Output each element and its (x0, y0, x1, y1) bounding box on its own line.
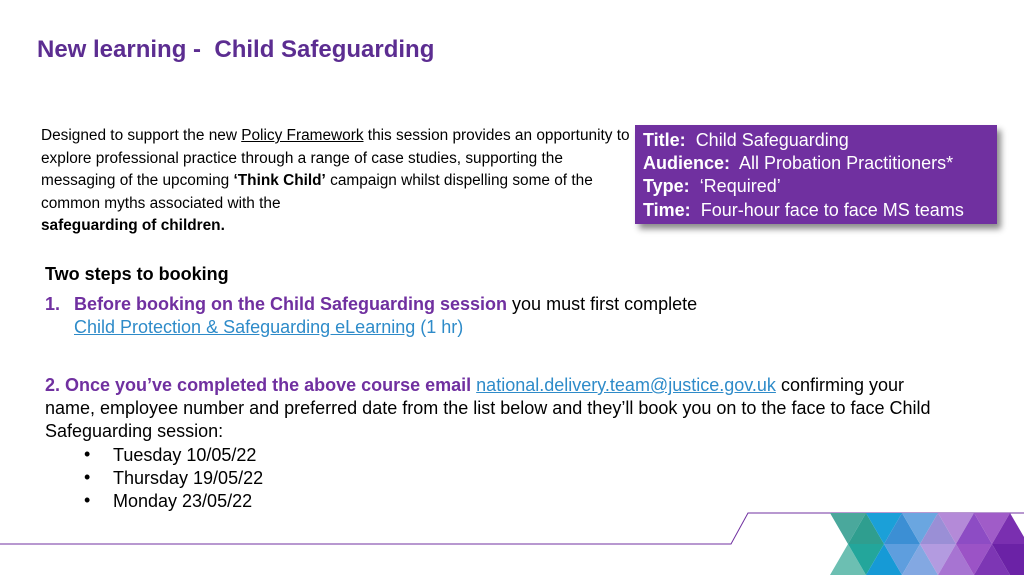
info-title-label: Title: (643, 130, 686, 150)
info-type-label: Type: (643, 176, 690, 197)
step-1 (45, 293, 945, 339)
info-audience-row (643, 152, 997, 175)
think-child-campaign: ‘Think Child’ (233, 172, 326, 189)
info-audience-label: Audience: (643, 153, 731, 174)
info-time-value: Four-hour face to face MS teams (700, 199, 964, 220)
elearning-duration: (1 hr) (415, 317, 464, 337)
step-1-number: 1. (45, 294, 61, 314)
info-type-value: ‘Required’ (699, 176, 781, 197)
list-item (84, 467, 263, 490)
session-dates-list (84, 444, 263, 513)
step-2-bold: 2. Once you’ve completed the above course email (45, 375, 472, 395)
info-type-row (643, 175, 997, 198)
date-3: Monday 23/05/22 (113, 491, 253, 511)
step-2 (45, 374, 945, 443)
info-time-label: Time: (643, 199, 691, 220)
bullet-icon: • (84, 467, 91, 487)
footer-triangle-pattern (830, 513, 1024, 575)
step-1-bold: Before booking on the Child Safeguarding session (74, 294, 508, 314)
date-2: Thursday 19/05/22 (113, 468, 264, 488)
intro-text-3: campaign whilst dispelling some of the common myths associated with the (41, 172, 593, 212)
email-link[interactable]: national.delivery.team@justice.gov.uk (476, 375, 776, 395)
steps-heading: Two steps to booking (45, 264, 229, 284)
info-time-row (643, 199, 997, 222)
bullet-icon: • (84, 490, 91, 510)
step-1-line-2 (45, 316, 945, 339)
list-item (84, 444, 263, 467)
elearning-link[interactable]: Child Protection & Safeguarding eLearning (74, 317, 416, 337)
bullet-icon: • (84, 444, 91, 464)
session-info-box (635, 125, 997, 224)
info-audience-value: All Probation Practitioners* (739, 153, 954, 174)
info-title-row (643, 129, 997, 152)
info-title-value: Child Safeguarding (695, 130, 849, 150)
date-1: Tuesday 10/05/22 (113, 445, 257, 465)
step-1-rest: you must first complete (507, 294, 698, 314)
policy-framework-link[interactable]: Policy Framework (241, 127, 364, 144)
intro-text-1: Designed to support the new (41, 127, 242, 144)
page-title: New learning - Child Safeguarding (37, 36, 435, 63)
step-1-line-1 (45, 293, 945, 316)
safeguarding-of-children: safeguarding of children. (41, 217, 225, 234)
intro-paragraph (41, 125, 631, 238)
intro-text-2: this session provides an opportunity to explore professional practice through a range of case studies, supporting the messaging of the upcoming (41, 127, 630, 189)
step-2-rest: confirming your name, employee number and preferred date from the list below and they’ll book you on to the face to face Child Safeguarding session: (45, 375, 931, 441)
